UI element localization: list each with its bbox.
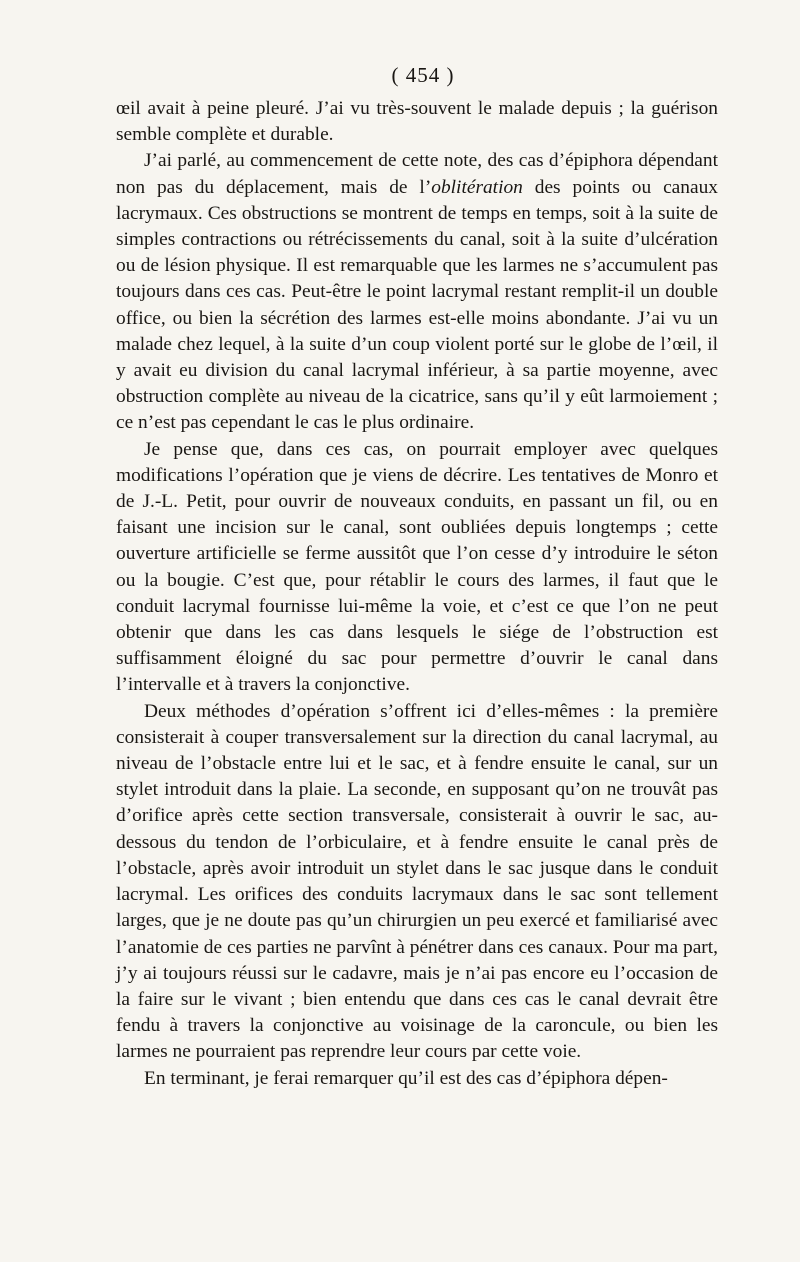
paragraph-2-text-a: J’ai parlé, au commencement de cette note, des cas d’épiphora dépendant non pas du déplacement, mais de l’ [116, 150, 718, 198]
paragraph-1-text: œil avait à peine pleuré. J’ai vu très-souvent le malade depuis ; la guérison semble complète et durable. [116, 98, 718, 146]
paragraph-2-text-b: des points ou canaux lacrymaux. Ces obstructions se montrent de temps en temps, soit à la suite de simples contractions ou rétrécissements du canal, soit à la suite d’ulcération ou de lésion physique. Il est remarquable que les larmes ne s’accumulent pas toujours dans ces cas. Peut-être le point lacrymal restant remplit-il un double office, ou bien la sécrétion des larmes est-elle moins abondante. J’ai vu un malade chez lequel, à la suite d’un coup violent porté sur le globe de l’œil, il y avait eu division du canal lacrymal inférieur, à sa partie moyenne, avec obstruction complète au niveau de la cicatrice, sans qu’il y eût larmoiement ; ce n’est pas cependant le cas le plus ordinaire. [116, 176, 718, 434]
page-number: ( 454 ) [391, 63, 455, 87]
paragraph-1 [116, 96, 718, 148]
paragraph-3-text: Je pense que, dans ces cas, on pourrait employer avec quelques modifications l’opération que je viens de décrire. Les tentatives de Monro et de J.-L. Petit, pour ouvrir de nouveaux conduits, en passant un fil, ou en faisant une incision sur le canal, sont oubliées depuis longtemps ; cette ouverture artificielle se ferme aussitôt que l’on cesse d’y introduire le séton ou la bougie. C’est que, pour rétablir le cours des larmes, il faut que le conduit lacrymal fournisse lui-même la voie, et c’est ce que l’on ne peut obtenir que dans les cas dans lesquels le siége de l’obstruction est suffisamment éloigné du sac pour permettre d’ouvrir le canal dans l’intervalle et à travers la conjonctive. [116, 438, 718, 696]
paragraph-3 [116, 437, 718, 699]
paragraph-4-text: Deux méthodes d’opération s’offrent ici d’elles-mêmes : la première consisterait à couper transversalement sur la direction du canal lacrymal, au niveau de l’obstacle entre lui et le sac, et à fendre ensuite le canal, sur un stylet introduit dans la plaie. La seconde, en supposant qu’on ne trouvât pas d’orifice après cette section transversale, consisterait à ouvrir le sac, au-dessous du tendon de l’orbiculaire, et à fendre ensuite le canal près de l’obstacle, après avoir introduit un stylet dans le sac jusque dans le conduit lacrymal. Les orifices des conduits lacrymaux dans le sac sont tellement larges, que je ne doute pas qu’un chirurgien un peu exercé et familiarisé avec l’anatomie de ces parties ne parvînt à pénétrer dans ces canaux. Pour ma part, j’y ai toujours réussi sur le cadavre, mais je n’ai pas encore eu l’occasion de la faire sur le vivant ; bien entendu que dans ces cas le canal devrait être fendu à travers la conjonctive au voisinage de la caroncule, ou bien les larmes ne pourraient pas reprendre leur cours par cette voie. [116, 700, 718, 1063]
paragraph-2 [116, 148, 718, 436]
paragraph-5 [116, 1066, 718, 1092]
body-text [116, 96, 718, 1092]
paragraph-5-text: En terminant, je ferai remarquer qu’il est des cas d’épiphora dépen- [144, 1067, 668, 1089]
paragraph-2-italic-term: oblitération [431, 176, 523, 198]
paragraph-4 [116, 699, 718, 1066]
